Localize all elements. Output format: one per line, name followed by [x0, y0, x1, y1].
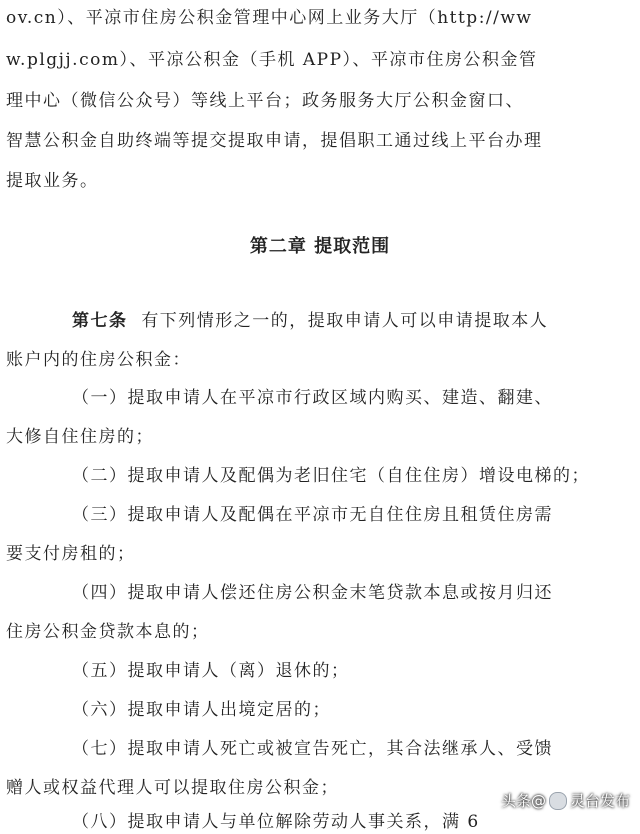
item-line: （三）提取申请人及配偶在平凉市无自住住房且租赁住房需: [72, 505, 553, 525]
article-first-text: 有下列情形之一的，提取申请人可以申请提取本人: [141, 311, 549, 331]
intro-line-2: w.plgjj.com）、平凉公积金（手机 APP）、平凉市住房公积金管: [6, 50, 538, 70]
intro-line-5: 提取业务。: [6, 171, 99, 191]
watermark-suffix: 灵台发布: [569, 792, 630, 810]
watermark: [501, 790, 630, 811]
item-line: （七）提取申请人死亡或被宣告死亡，其合法继承人、受馈: [72, 739, 553, 759]
item-line: 赠人或权益代理人可以提取住房公积金；: [6, 778, 339, 798]
article-second-line: 账户内的住房公积金：: [6, 350, 191, 370]
item-line: 大修自住住房的；: [6, 427, 154, 447]
item-line: （一）提取申请人在平凉市行政区域内购买、建造、翻建、: [72, 388, 553, 408]
chapter-title: 第二章 提取范围: [249, 236, 391, 257]
item-line: （四）提取申请人偿还住房公积金末笔贷款本息或按月归还: [72, 583, 553, 603]
item-line: （二）提取申请人及配偶为老旧住宅（自住住房）增设电梯的；: [72, 466, 590, 486]
intro-line-1: ov.cn）、平凉市住房公积金管理中心网上业务大厅（http://ww: [6, 8, 533, 28]
item-line: （六）提取申请人出境定居的；: [72, 700, 331, 720]
item-line: （八）提取申请人与单位解除劳动人事关系，满 6: [72, 812, 480, 832]
article-first-line: [72, 309, 548, 333]
intro-line-3: 理中心（微信公众号）等线上平台；政务服务大厅公积金窗口、: [6, 91, 524, 111]
item-line: （五）提取申请人（离）退休的；: [72, 661, 350, 681]
item-line: 住房公积金贷款本息的；: [6, 622, 210, 642]
article-label: 第七条: [72, 311, 128, 331]
watermark-prefix: 头条: [500, 792, 531, 810]
account-avatar-icon: [549, 792, 567, 810]
watermark-separator: @: [530, 791, 546, 810]
item-line: 要支付房租的；: [6, 544, 136, 564]
intro-line-4: 智慧公积金自助终端等提交提取申请，提倡职工通过线上平台办理: [6, 131, 543, 151]
